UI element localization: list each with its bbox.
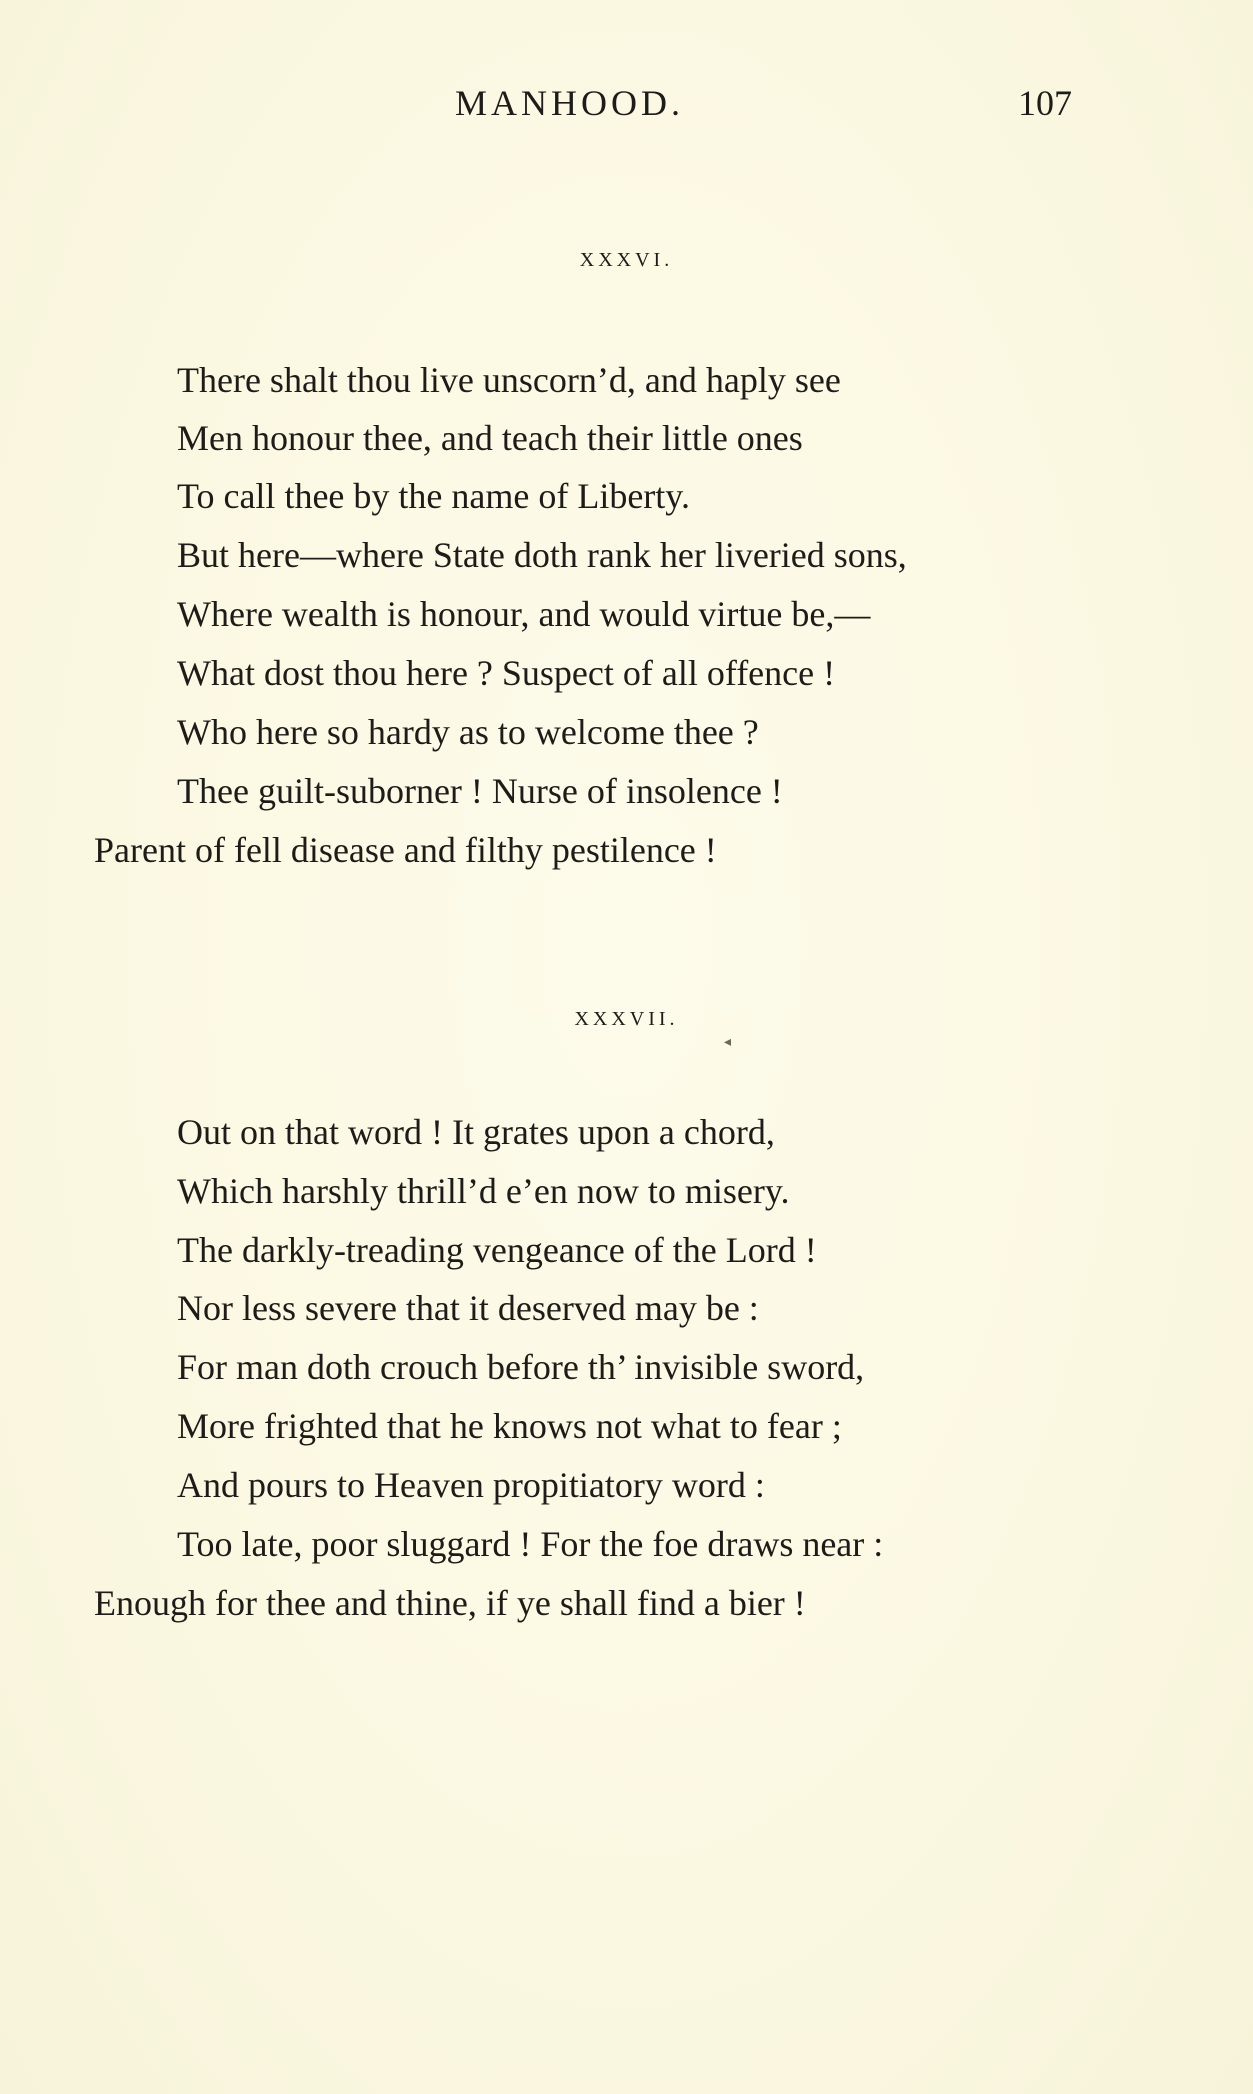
- verse-line: Too late, poor sluggard ! For the foe draws near :: [177, 1524, 884, 1564]
- stray-ink-mark: ◂: [724, 1035, 732, 1050]
- verse-line: Out on that word ! It grates upon a chord,: [177, 1112, 775, 1152]
- verse-line: Which harshly thrill’d e’en now to misery.: [177, 1171, 790, 1211]
- verse-line: What dost thou here ? Suspect of all offence !: [177, 653, 836, 693]
- verse-line: Where wealth is honour, and would virtue be,—: [177, 594, 871, 634]
- verse-line: For man doth crouch before th’ invisible sword,: [177, 1347, 865, 1387]
- verse-line: More frighted that he knows not what to fear ;: [177, 1406, 842, 1446]
- verse-line: Enough for thee and thine, if ye shall find a bier !: [94, 1583, 806, 1623]
- verse-line: To call thee by the name of Liberty.: [177, 476, 690, 516]
- verse-line: There shalt thou live unscorn’d, and haply see: [177, 360, 841, 400]
- verse-line: And pours to Heaven propitiatory word :: [177, 1465, 765, 1505]
- running-head: [0, 78, 1253, 128]
- verse-line: But here—where State doth rank her liveried sons,: [177, 535, 907, 575]
- stanza-number: XXXVI.: [579, 249, 674, 271]
- running-title: MANHOOD.: [455, 83, 684, 123]
- stanza-number: XXXVII.: [574, 1008, 679, 1030]
- verse-line: Who here so hardy as to welcome thee ?: [177, 712, 759, 752]
- verse-line: The darkly-treading vengeance of the Lord !: [177, 1230, 817, 1270]
- page-number: 107: [1018, 83, 1072, 123]
- verse-line: Nor less severe that it deserved may be :: [177, 1288, 759, 1328]
- verse-line: Men honour thee, and teach their little ones: [177, 418, 803, 458]
- verse-line: Parent of fell disease and filthy pestilence !: [94, 830, 717, 870]
- verse-line: Thee guilt-suborner ! Nurse of insolence !: [177, 771, 783, 811]
